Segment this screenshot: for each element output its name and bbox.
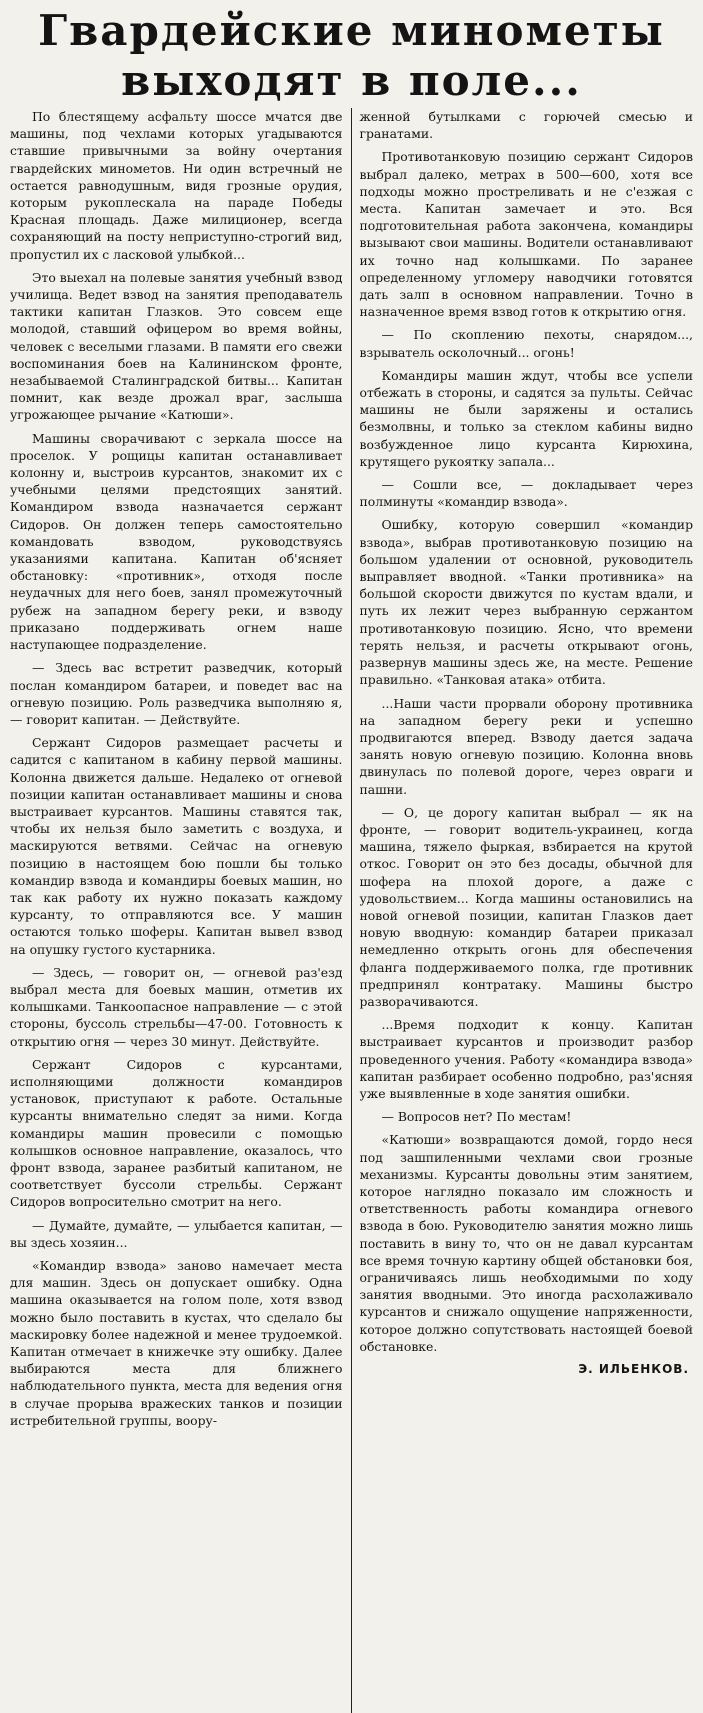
paragraph: — Здесь вас встретит разведчик, который послан командиром батареи, и поведет вас на огневую позицию. Роль разведчика выполняю я, — говорит капитан. — Действуйте. [10, 660, 343, 727]
article-body [8, 108, 695, 1713]
paragraph: «Командир взвода» заново намечает места для машин. Здесь он допускает ошибку. Одна машина оказывается на голом поле, хотя взвод можно было поставить в кустах, что сделало бы маскировку более надежной и менее трудоемкой. Капитан отмечает в книжечке эту ошибку. Далее выбираются места для ближнего наблюдательного пункта, места для ведения огня в случае прорыва вражеских танков и позиции истребительной группы, воору- [10, 1258, 343, 1428]
right-column [352, 108, 696, 1713]
paragraph: Это выехал на полевые занятия учебный взвод училища. Ведет взвод на занятия преподаватель тактики капитан Глазков. Это совсем еще молодой, ставший офицером во время войны, человек с веселыми глазами. В памяти его свежи воспоминания боев на Калининском фронте, незабываемой Сталинградской битвы... Капитан помнит, как везде дрожал враг, заслыша угрожающее рычание «Катюши». [10, 269, 343, 423]
paragraph: Сержант Сидоров размещает расчеты и садится с капитаном в кабину первой машины. Колонна движется дальше. Недалеко от огневой позиции капитан останавливает машины и снова выстраивает курсантов. Машины ставятся так, чтобы их нельзя было заметить с воздуха, и маскируются ветвями. Сейчас на огневую позицию в настоящем бою пошли бы только командир взвода и командиры боевых машин, но так как работу их нужно показать каждому курсанту, то отправляются все. У машин остаются только шоферы. Капитан вывел взвод на опушку густого кустарника. [10, 735, 343, 957]
paragraph: ...Время подходит к концу. Капитан выстраивает курсантов и производит разбор проведенного учения. Работу «командира взвода» капитан разбирает особенно подробно, раз'ясняя уже выявленные в ходе занятия ошибки. [359, 1017, 693, 1101]
headline-line-2: выходят в поле... [121, 56, 582, 105]
paragraph: — О, це дорогу капитан выбрал — як на фронте, — говорит водитель-украинец, когда машина, тяжело фыркая, взбирается на крутой откос. Говорит он это без досады, обычной для шофера на плохой дороге, а даже с удовольствием... Когда машины остановились на новой огневой позиции, капитан Глазков дает новую вводную: командир батареи приказал немедленно открыть огонь для обеспечения фланга поддерживаемого полка, где противник предпринял контратаку. Машины быстро разворачиваются. [359, 804, 693, 1009]
left-column [8, 108, 352, 1713]
paragraph: По блестящему асфальту шоссе мчатся две машины, под чехлами которых угадываются ставшие привычными за войну очертания гвардейских минометов. Ни один встречный не остается равнодушным, видя грозные орудия, которым рукоплескала на параде Победы Красная площадь. Даже милиционер, всегда сохраняющий на посту неприступно-строгий вид, пропустил их с ласковой улыбкой... [10, 109, 343, 262]
paragraph: — Думайте, думайте, — улыбается капитан, — вы здесь хозяин... [10, 1217, 343, 1250]
article-headline [8, 6, 695, 106]
paragraph: — По скоплению пехоты, снарядом..., взрыватель осколочный... огонь! [359, 327, 693, 360]
paragraph: Ошибку, которую совершил «командир взвода», выбрав противотанковую позицию на большом удалении от основной, руководитель выправляет вводной. «Танки противника» на большой скорости движутся по кустам вдали, и путь их лежит через выбранную сержантом противотанковую позицию. Ясно, что времени терять нельзя, и расчеты открывают огонь, развернув машины здесь же, на месте. Решение правильно. «Танковая атака» отбита. [359, 517, 693, 688]
paragraph: женной бутылками с горючей смесью и гранатами. [359, 109, 693, 142]
paragraph: — Вопросов нет? По местам! [381, 1109, 572, 1125]
paragraph: Машины сворачивают с зеркала шоссе на проселок. У рощицы капитан останавливает колонну и, выстроив курсантов, знакомит их с учебными целями предстоящих занятий. Командиром взвода назначается сержант Сидоров. Он должен теперь самостоятельно командовать взводом, руководствуясь указаниями капитана. Капитан об'ясняет обстановку: «противник», отходя после неудачных для него боев, занял промежуточный рубеж на западном берегу реки, и взводу приказано поддерживать огнем наше наступающее подразделение. [10, 430, 343, 653]
paragraph: — Сошли все, — докладывает через полминуты «командир взвода». [359, 477, 693, 510]
paragraph: «Катюши» возвращаются домой, гордо неся под зашпиленными чехлами свои грозные механизмы. Курсанты довольны этим занятием, которое наглядно показало им сложность и ответственность работы командира огневого взвода в бою. Руководителю занятия можно лишь поставить в вину то, что он не давал курсантам все время точную картину общей обстановки боя, ограничиваясь лишь необходимыми по ходу занятия вводными. Это иногда расхолаживало курсантов и снижало ощущение напряженности, которое должно сопутствовать настоящей боевой обстановке. [359, 1132, 693, 1354]
paragraph: ...Наши части прорвали оборону противника на западном берегу реки и успешно продвигаются вперед. Взводу дается задача занять новую огневую позицию. Колонна вновь двинулась по полевой дороге, через овраги и пашни. [359, 695, 693, 797]
author-signature: Э. ИЛЬЕНКОВ. [578, 1362, 689, 1377]
paragraph: Противотанковую позицию сержант Сидоров выбрал далеко, метрах в 500—600, хотя все подходы можно простреливать и не с'езжая с места. Капитан замечает и это. Вся подготовительная работа закончена, командиры вызывают свои машины. Водители останавливают их точно над колышками. По заранее определенному угломеру наводчики готовятся дать залп в основном направлении. Точно в назначенное время взвод готов к открытию огня. [359, 149, 693, 320]
paragraph: — Здесь, — говорит он, — огневой раз'езд выбрал места для боевых машин, отметив их колышками. Танкоопасное направление — с этой стороны, буссоль стрельбы—47-00. Готовность к открытию огня — через 30 минут. Действуйте. [10, 964, 343, 1049]
paragraph: Сержант Сидоров с курсантами, исполняющими должности командиров установок, приступают к работе. Остальные курсанты внимательно следят за ними. Когда командиры машин провесили с помощью колышков основное направление, оказалось, что фронт взвода, заранее разбитый капитаном, не соответствует буссоли стрельбы. Сержант Сидоров вопросительно смотрит на него. [10, 1056, 343, 1210]
headline-line-1: Гвардейские минометы [38, 6, 665, 55]
paragraph: Командиры машин ждут, чтобы все успели отбежать в стороны, и садятся за пульты. Сейчас машины не были заряжены и остались безмолвны, и только за стеклом кабины видно возбужденное лицо курсанта Кирюхина, крутящего рукоятку запала... [359, 367, 693, 469]
